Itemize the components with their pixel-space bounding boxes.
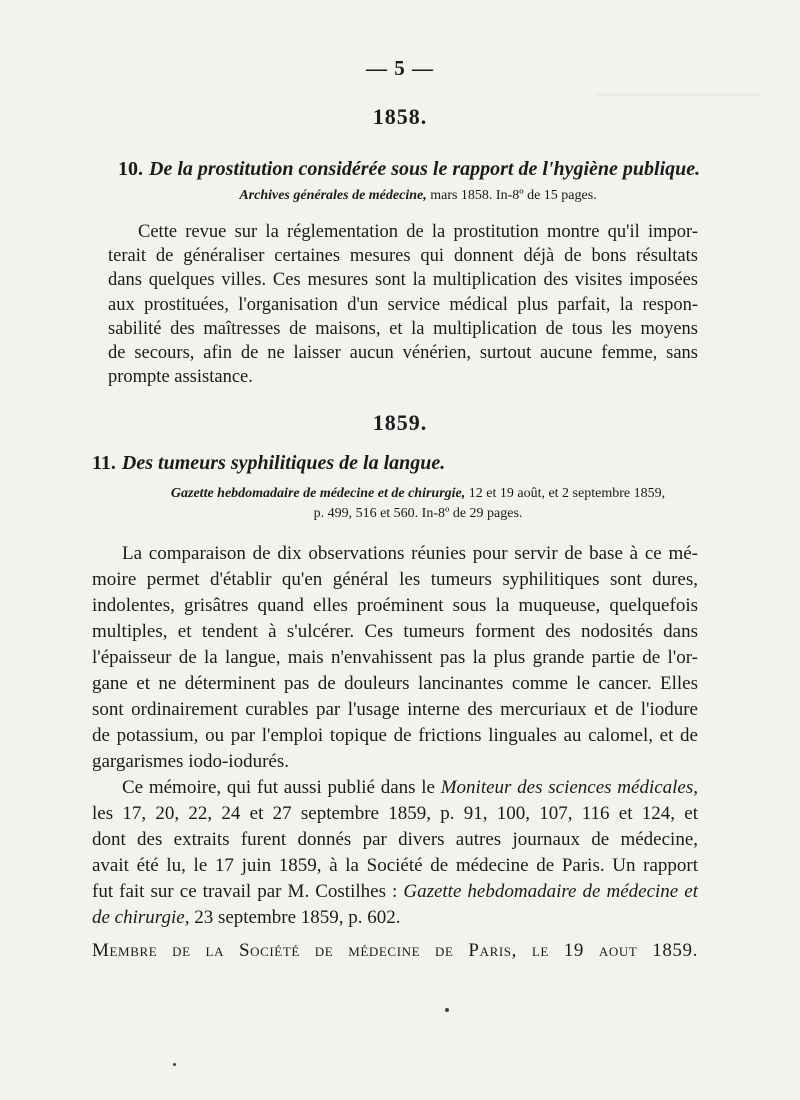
paragraph-line: indolentes, grisâtres quand elles proéminent sous la muqueuse, quelquefois xyxy=(92,595,698,616)
paragraph-line xyxy=(92,775,698,801)
citation-line-2: p. 499, 516 et 560. In-8º de 29 pages. xyxy=(313,506,523,521)
paragraph-text: Ce mémoire, qui fut aussi publié dans le xyxy=(122,777,435,798)
citation-journal: Gazette hebdomadaire de médecine et de chirurgie, xyxy=(170,486,466,501)
year-heading-1858: 1858. xyxy=(372,104,428,129)
paragraph-line: dont des extraits furent donnés par divers autres journaux de médecine, xyxy=(92,829,698,850)
paragraph-line: de secours, afin de ne laisser aucun vénérien, surtout aucune femme, sans xyxy=(108,343,698,364)
citation-details: mars 1858. In-8º de 15 pages. xyxy=(430,188,597,203)
entry-title-10 xyxy=(118,158,718,181)
paragraph-line xyxy=(92,879,698,905)
journal-name: de chirurgie, xyxy=(92,907,190,928)
paragraph-line: La comparaison de dix observations réunies pour servir de base à ce mé- xyxy=(122,543,698,564)
paragraph-line: de potassium, ou par l'emploi topique de frictions linguales au calomel, et de xyxy=(92,725,698,746)
entry-number: 10. xyxy=(118,158,143,180)
entry-title-11 xyxy=(92,452,692,475)
paragraph-line: terait de généraliser certaines mesures qui donnent déjà de bons résultats xyxy=(108,246,698,267)
citation-11 xyxy=(138,484,698,524)
ink-speck xyxy=(445,1008,449,1012)
bleed-through-text: ~~~~~~~~~~~~~~~~~~~~ xyxy=(597,88,760,104)
paragraph-line: multiples, et tendent à s'ulcérer. Ces tumeurs forment des nodosités dans xyxy=(92,621,698,642)
paragraph-line xyxy=(92,905,698,931)
citation-details: 12 et 19 août, et 2 septembre 1859, xyxy=(468,486,666,501)
paragraph-line: gargarismes iodo-iodurés. xyxy=(92,751,289,772)
paragraph-line: gane et ne déterminent pas de douleurs lancinantes comme le cancer. Elles xyxy=(92,673,698,694)
entry-title-text: Des tumeurs syphilitiques de la langue. xyxy=(121,452,446,474)
ink-speck xyxy=(173,1063,176,1066)
year-heading-1859: 1859. xyxy=(372,410,428,435)
paragraph-line: dans quelques villes. Ces mesures sont la multiplication des visites imposées xyxy=(108,270,698,291)
paragraph-line: sont ordinairement curables par l'usage interne des mercuriaux et de l'iodure xyxy=(92,699,698,720)
journal-name: Gazette hebdomadaire de médecine et xyxy=(403,881,698,902)
paragraph-line: avait été lu, le 17 juin 1859, à la Société de médecine de Paris. Un rapport xyxy=(92,855,698,876)
paragraph-line: les 17, 20, 22, 24 et 27 septembre 1859, p. 91, 100, 107, 116 et 124, et xyxy=(92,803,698,824)
page-number: — 5 — xyxy=(366,56,434,80)
entry-title-text: De la prostitution considérée sous le rapport de l'hygiène publique. xyxy=(149,158,701,180)
citation-journal: Archives générales de médecine, xyxy=(239,188,427,203)
paragraph-line: sabilité des maîtresses de maisons, et la multiplication de tous les moyens xyxy=(108,318,698,339)
entry-number: 11. xyxy=(92,452,116,474)
paragraph-line: l'épaisseur de la langue, mais n'envahissent pas la plus grande partie de l'or- xyxy=(92,647,698,668)
paragraph-line: aux prostituées, l'organisation d'un service médical plus parfait, la respon- xyxy=(108,294,698,315)
paragraph-11b xyxy=(92,775,698,931)
paragraph-line: Cette revue sur la réglementation de la prostitution montre qu'il impor- xyxy=(138,222,698,242)
paragraph-text: fut fait sur ce travail par M. Costilhes : xyxy=(92,881,398,902)
paragraph-line: moire permet d'établir qu'en général les tumeurs syphilitiques sont dures, xyxy=(92,569,698,590)
paragraph-10 xyxy=(108,220,698,389)
paragraph-11a xyxy=(92,541,698,775)
citation-line-1 xyxy=(138,484,698,504)
citation-10 xyxy=(138,186,698,206)
paragraph-text: 23 septembre 1859, p. 602. xyxy=(194,907,401,928)
membership-line: Membre de la Société de médecine de Paris, le 19 aout 1859. xyxy=(92,940,698,961)
journal-name: Moniteur des sciences médicales, xyxy=(440,777,699,798)
paragraph-line: prompte assistance. xyxy=(108,367,253,388)
